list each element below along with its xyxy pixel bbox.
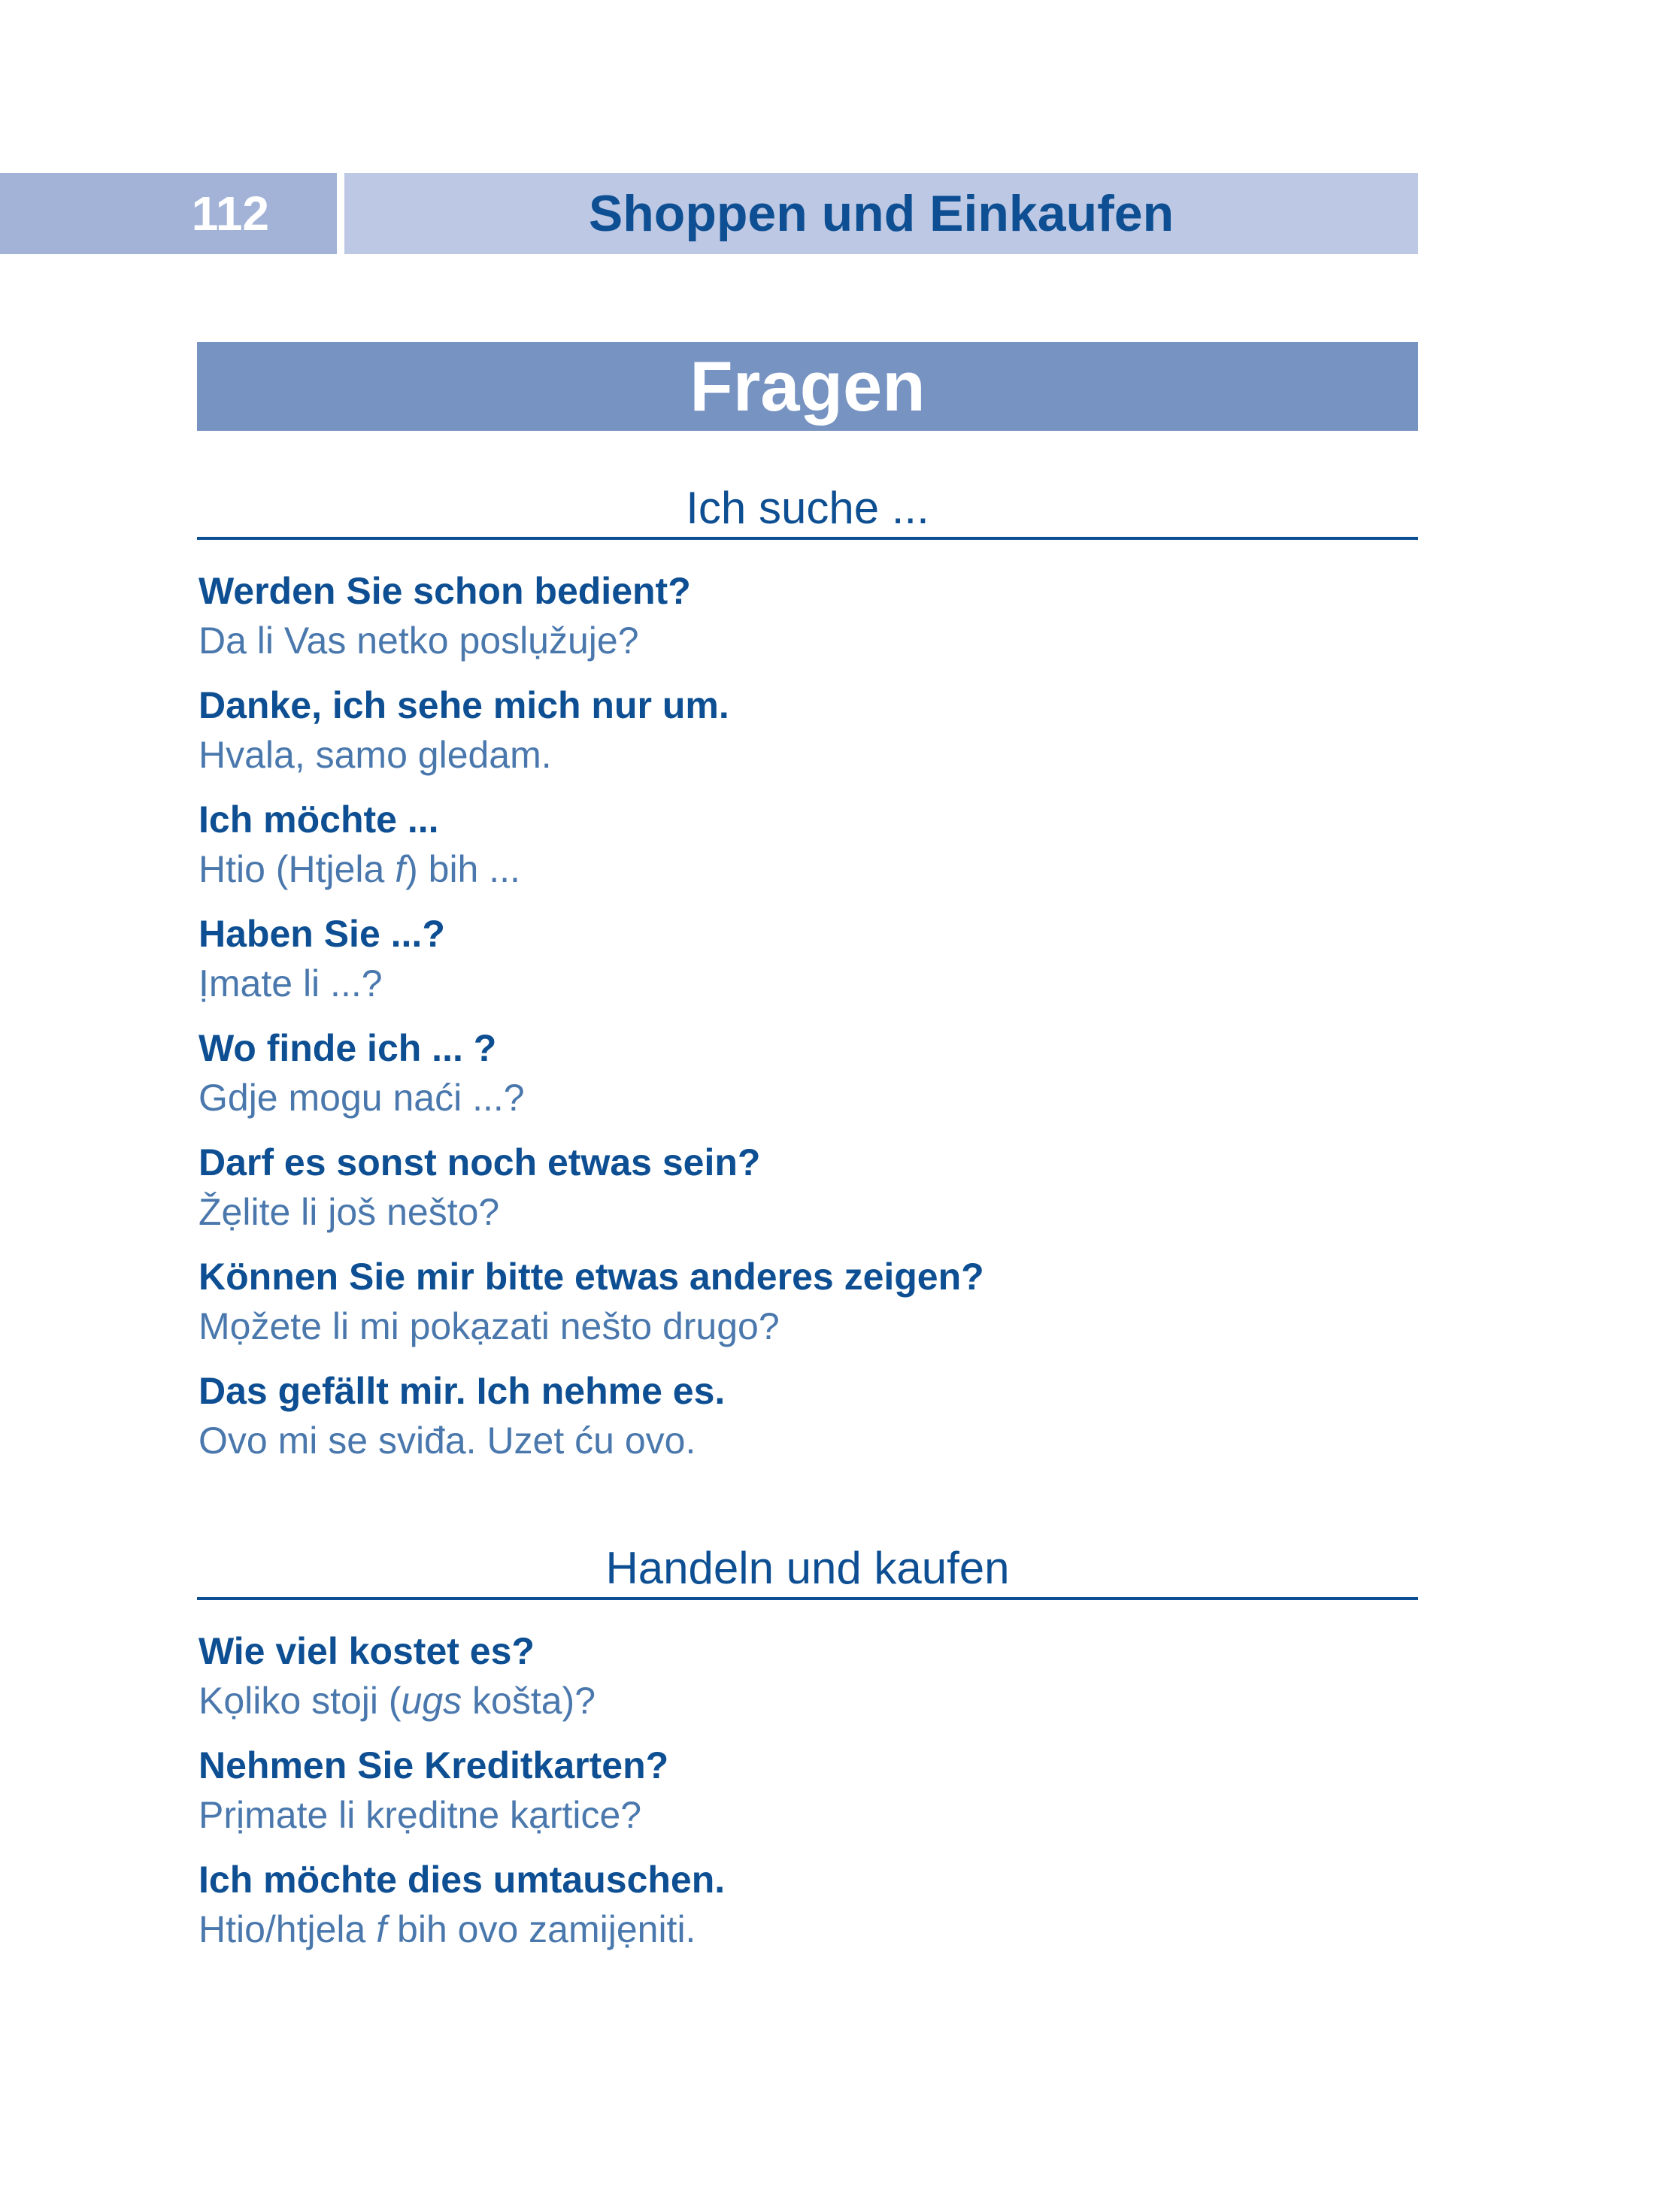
german-phrase: Danke, ich sehe mich nur um. bbox=[199, 684, 729, 726]
grammar-marker: f bbox=[395, 848, 406, 890]
croatian-phrase-part: Htio/htjela bbox=[199, 1908, 377, 1950]
phrase-entry bbox=[199, 1855, 1417, 1954]
german-phrase: Nehmen Sie Kreditkarten? bbox=[199, 1744, 669, 1786]
croatian-phrase bbox=[199, 1676, 1417, 1726]
phrase-entry bbox=[199, 1741, 1417, 1840]
german-phrase: Wo finde ich ... ? bbox=[199, 1027, 497, 1069]
croatian-phrase: Prịmate li krẹditne kạrtice? bbox=[199, 1794, 642, 1836]
croatian-phrase bbox=[199, 844, 1417, 894]
phrase-entry bbox=[199, 566, 1417, 665]
croatian-phrase-part: košta)? bbox=[462, 1680, 596, 1722]
phrase-list-handeln-und-kaufen bbox=[199, 1626, 1417, 1969]
phrase-entry bbox=[199, 795, 1417, 894]
section-title: Fragen bbox=[197, 342, 1418, 431]
german-phrase: Darf es sonst noch etwas sein? bbox=[199, 1141, 761, 1183]
phrase-entry bbox=[199, 1626, 1417, 1726]
phrase-entry bbox=[199, 1023, 1417, 1123]
croatian-phrase-part: Kọliko stoji ( bbox=[199, 1680, 402, 1722]
croatian-phrase: Gdje mogu naći ...? bbox=[199, 1077, 525, 1119]
croatian-phrase: Hvala, samo gledam. bbox=[199, 734, 552, 776]
croatian-phrase bbox=[199, 1904, 1417, 1954]
phrase-entry bbox=[199, 1138, 1417, 1237]
croatian-phrase-part: bih ovo zamijẹniti. bbox=[386, 1908, 696, 1950]
croatian-phrase: Ịmate li ...? bbox=[199, 962, 383, 1004]
grammar-marker: ugs bbox=[401, 1680, 462, 1722]
subsection-heading-handeln-und-kaufen: Handeln und kaufen bbox=[197, 1541, 1418, 1600]
german-phrase: Werden Sie schon bedient? bbox=[199, 570, 691, 612]
phrase-entry bbox=[199, 909, 1417, 1008]
grammar-marker: f bbox=[376, 1908, 387, 1950]
croatian-phrase: Da li Vas netko poslụžuje? bbox=[199, 620, 639, 662]
croatian-phrase-part: Htio (Htjela bbox=[199, 848, 396, 890]
phrase-entry bbox=[199, 1252, 1417, 1351]
croatian-phrase: Ovo mi se sviđa. Uzet ću ovo. bbox=[199, 1420, 696, 1462]
german-phrase: Können Sie mir bitte etwas anderes zeigen? bbox=[199, 1256, 984, 1298]
german-phrase: Ich möchte ... bbox=[199, 798, 439, 841]
chapter-title: Shoppen und Einkaufen bbox=[344, 173, 1418, 254]
german-phrase: Das gefällt mir. Ich nehme es. bbox=[199, 1370, 726, 1412]
phrase-list-ich-suche bbox=[199, 566, 1417, 1480]
phrase-entry bbox=[199, 1366, 1417, 1465]
croatian-phrase-part: ) bih ... bbox=[405, 848, 520, 890]
page-number: 112 bbox=[0, 173, 337, 254]
croatian-phrase: Žẹlite li još nešto? bbox=[199, 1191, 500, 1233]
subsection-heading-ich-suche: Ich suche ... bbox=[197, 481, 1418, 540]
german-phrase: Haben Sie ...? bbox=[199, 913, 445, 955]
german-phrase: Wie viel kostet es? bbox=[199, 1630, 535, 1672]
german-phrase: Ich möchte dies umtauschen. bbox=[199, 1859, 726, 1901]
phrase-entry bbox=[199, 680, 1417, 780]
croatian-phrase: Mọžete li mi pokạzati nešto drugo? bbox=[199, 1305, 780, 1347]
